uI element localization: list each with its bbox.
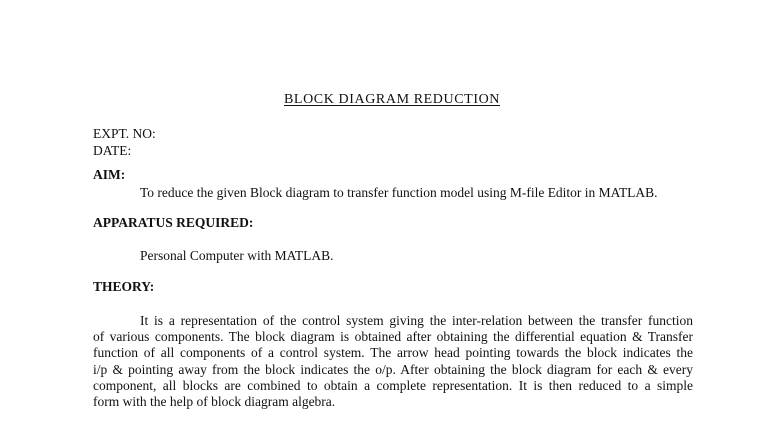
expt-no-label: EXPT. NO: <box>93 126 156 141</box>
aim-heading: AIM: <box>93 167 126 182</box>
document-title <box>0 92 784 108</box>
date-label: DATE: <box>93 143 132 158</box>
theory-heading: THEORY: <box>93 279 155 294</box>
theory-line: function of all components of a control system. The arrow head pointing towards the block indicates the <box>93 345 693 361</box>
theory-line: i/p & pointing away from the block indicates the o/p. After obtaining the block diagram for each & every <box>93 361 693 377</box>
title-text: BLOCK DIAGRAM REDUCTION <box>283 92 501 107</box>
apparatus-text: Personal Computer with MATLAB. <box>140 248 334 263</box>
theory-line: component, all blocks are combined to obtain a complete representation. It is then reduced to a simple <box>93 377 693 393</box>
aim-text: To reduce the given Block diagram to transfer function model using M-file Editor in MATLAB. <box>140 185 658 200</box>
apparatus-heading: APPARATUS REQUIRED: <box>93 215 254 230</box>
theory-paragraph <box>93 313 693 410</box>
theory-line: It is a representation of the control system giving the inter-relation between the transfer function <box>140 313 693 328</box>
theory-line: form with the help of block diagram algebra. <box>93 394 336 410</box>
theory-line: of various components. The block diagram is obtained after obtaining the differential equation & Transfer <box>93 329 693 345</box>
